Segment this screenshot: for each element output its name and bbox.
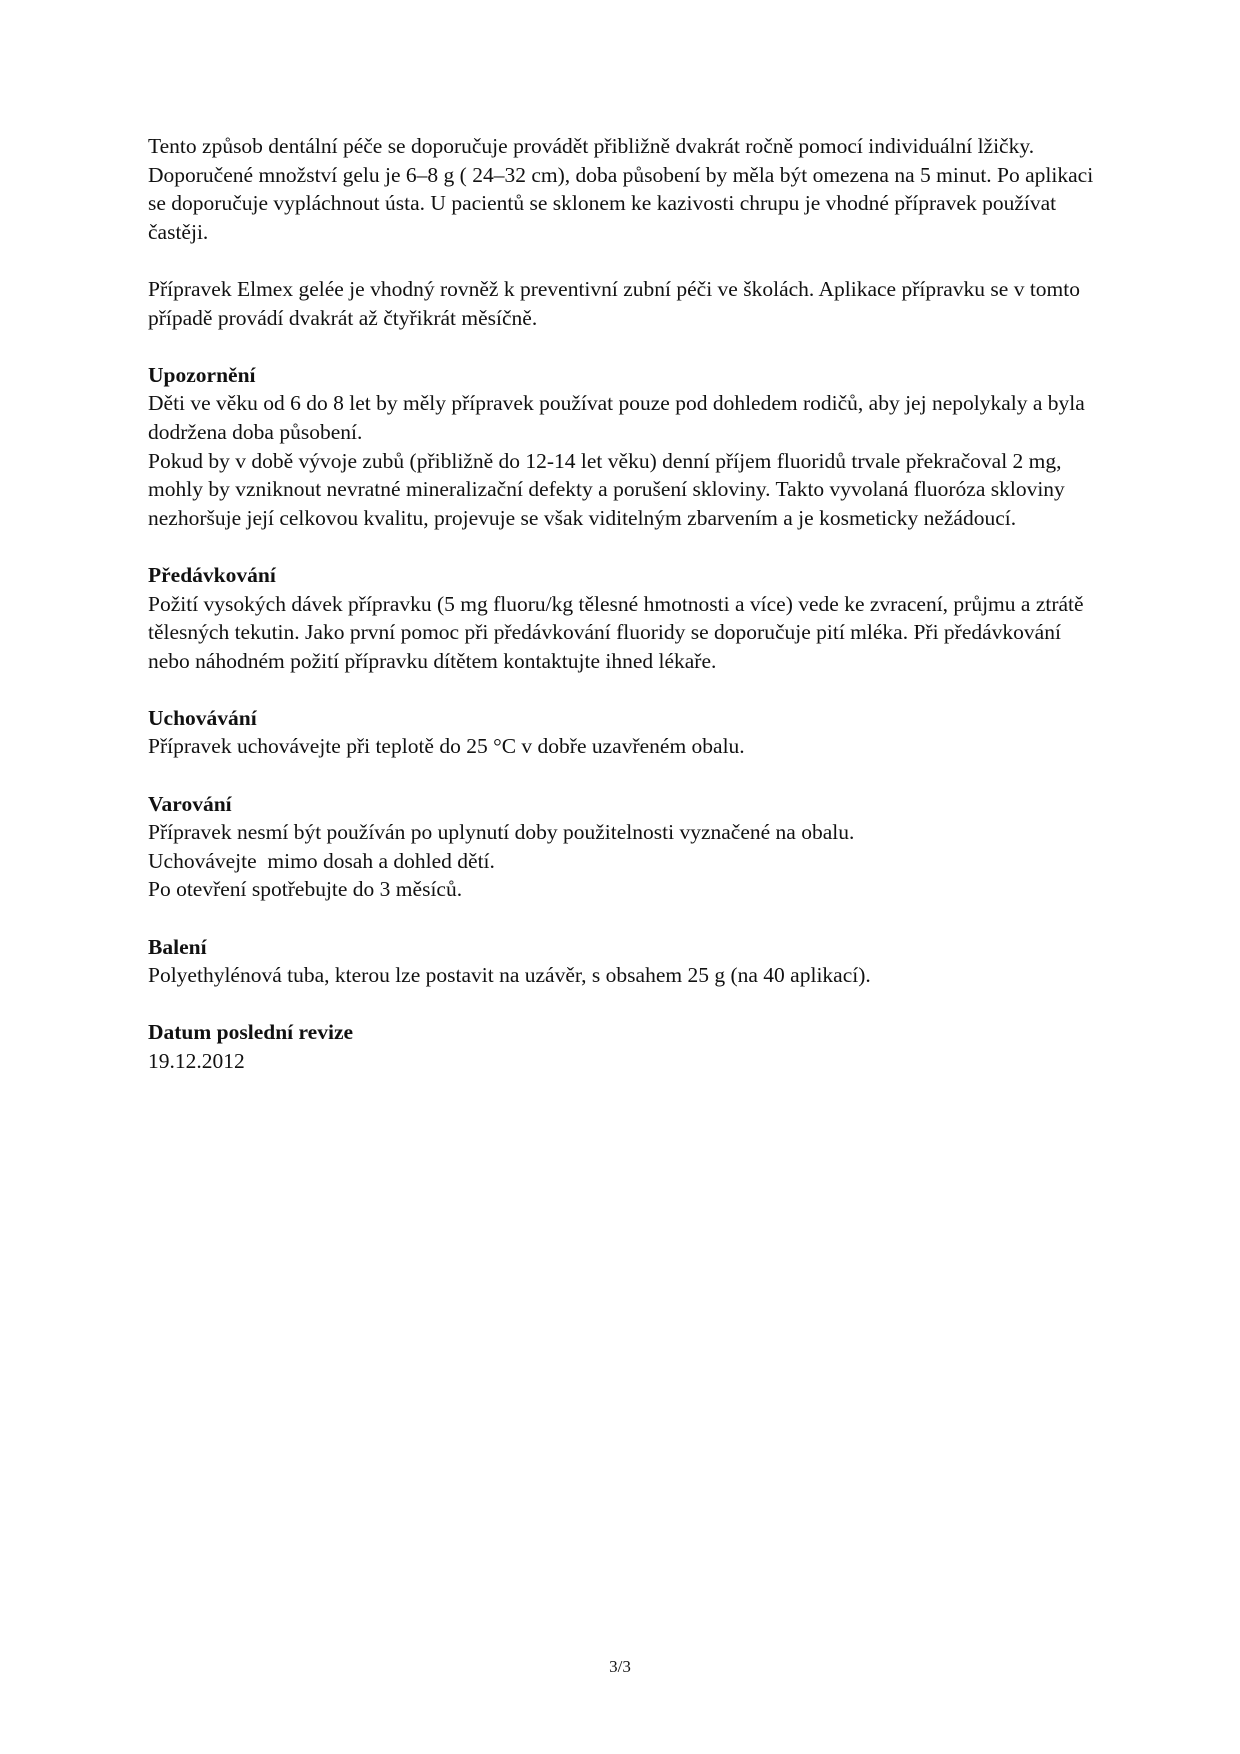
spacer (148, 761, 1096, 790)
baleni-paragraph: Polyethylénová tuba, kterou lze postavit na uzávěr, s obsahem 25 g (na 40 aplikací). (148, 963, 871, 988)
section-heading-upozorneni: Upozornění (148, 362, 256, 387)
varovani-line-opened: Po otevření spotřebujte do 3 měsíců. (148, 877, 463, 902)
section-heading-revize: Datum poslední revize (148, 1020, 354, 1045)
predavkovani-paragraph: Požití vysokých dávek přípravku (5 mg fluoru/kg tělesné hmotnosti a více) vede ke zvracení, průjmu a ztrátě tělesných tekutin. Jako první pomoc při předávkování fluoridy se doporučuje pití mléka. Při předávkování nebo náhodném požití přípravku dítětem kontaktujte ihned lékaře. (148, 591, 1084, 673)
spacer (148, 246, 1096, 275)
upozorneni-paragraph-fluorosis: Pokud by v době vývoje zubů (přibližně do 12-14 let věku) denní příjem fluoridů trvale překračoval 2 mg, mohly by vzniknout nevratné mineralizační defekty a porušení skloviny. Takto vyvolaná fluoróza skloviny nezhoršuje její celkovou kvalitu, projevuje se však viditelným zbarvením a je kosmeticky nežádoucí. (148, 448, 1065, 530)
section-heading-predavkovani: Předávkování (148, 562, 276, 587)
intro-paragraph-dosage: Tento způsob dentální péče se doporučuje provádět přibližně dvakrát ročně pomocí individuální lžičky. Doporučené množství gelu je 6–8 g ( 24–32 cm), doba působení by měla být omezena na 5 minut. Po aplikaci se doporučuje vypláchnout ústa. U pacientů se sklonem ke kazivosti chrupu je vhodné přípravek používat častěji. (148, 134, 1094, 244)
intro-paragraph-schools: Přípravek Elmex gelée je vhodný rovněž k preventivní zubní péči ve školách. Aplikace přípravku se v tomto případě provádí dvakrát až čtyřikrát měsíčně. (148, 276, 1080, 330)
section-heading-baleni: Balení (148, 934, 207, 959)
spacer (148, 904, 1096, 933)
spacer (148, 675, 1096, 704)
spacer (148, 532, 1096, 561)
varovani-line-children: Uchovávejte mimo dosah a dohled dětí. (148, 848, 495, 873)
revision-date: 19.12.2012 (148, 1049, 245, 1073)
section-heading-uchovavani: Uchovávání (148, 705, 257, 730)
document-page (148, 132, 1096, 1076)
uchovavani-paragraph: Přípravek uchovávejte při teplotě do 25 °C v dobře uzavřeném obalu. (148, 734, 745, 759)
section-heading-varovani: Varování (148, 791, 232, 816)
spacer (148, 990, 1096, 1019)
upozorneni-paragraph-children: Děti ve věku od 6 do 8 let by měly přípravek používat pouze pod dohledem rodičů, aby jej nepolykaly a byla dodržena doba působení. (148, 391, 1085, 444)
spacer (148, 332, 1096, 361)
page-number: 3/3 (609, 1657, 631, 1676)
varovani-line-expiry: Přípravek nesmí být používán po uplynutí doby použitelnosti vyznačené na obalu. (148, 820, 855, 845)
